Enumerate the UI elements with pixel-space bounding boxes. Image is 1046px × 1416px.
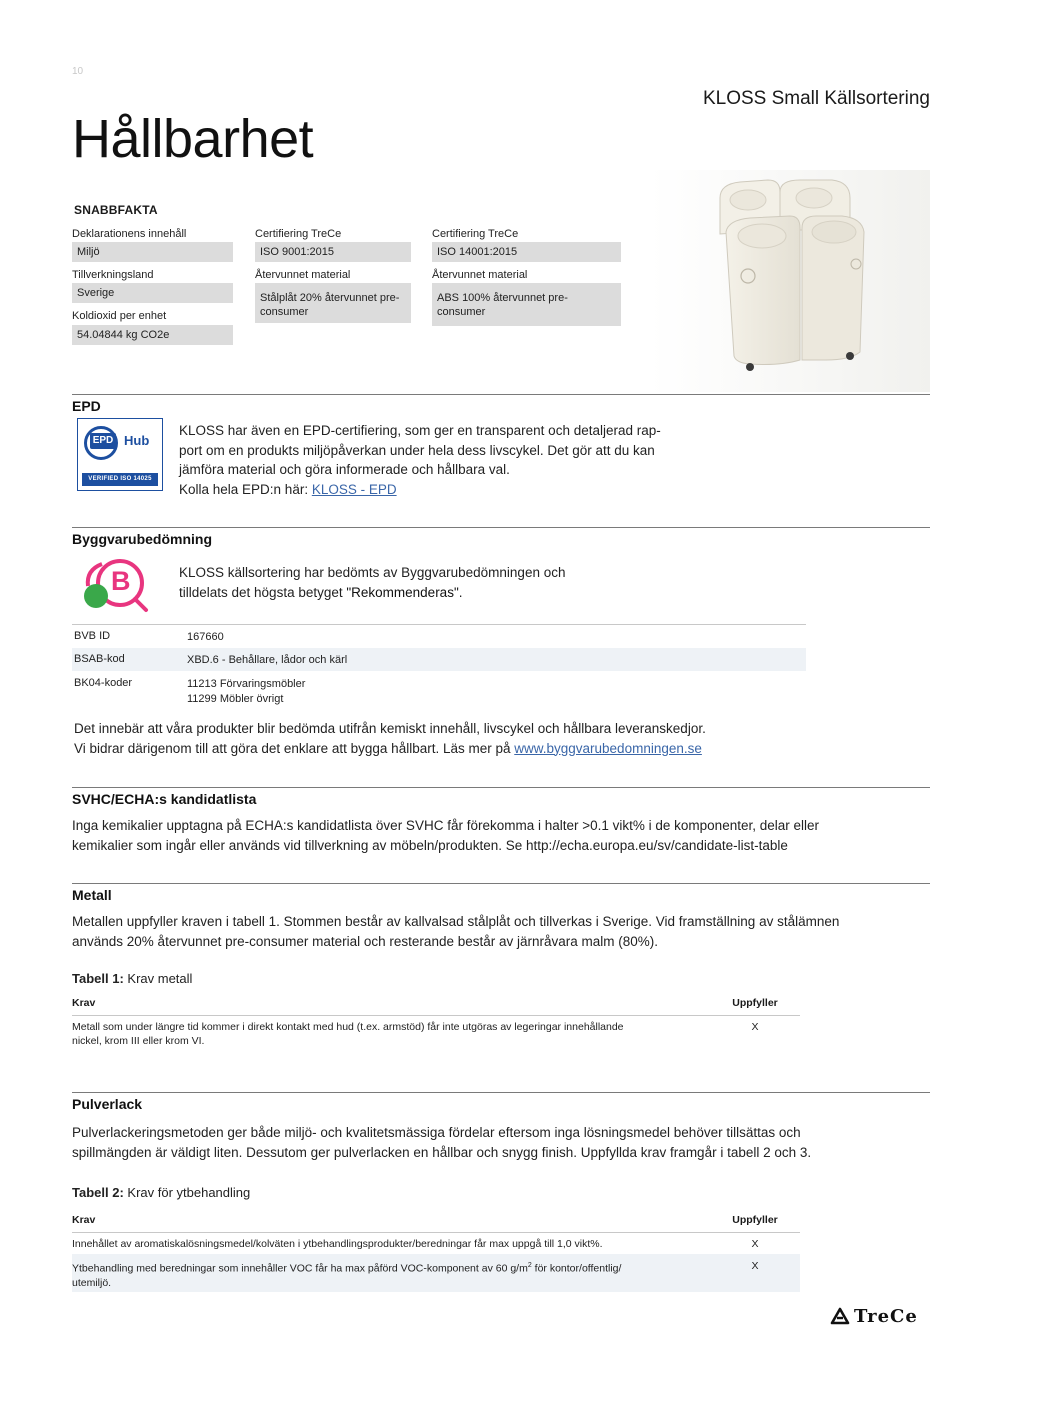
- svhc-text-line: kemikalier som ingår eller används vid tillverkning av möbeln/produkten. Se http://echa.europa.eu/sv/candidate-list-table: [72, 837, 788, 853]
- table-header-krav: Krav: [72, 1214, 96, 1226]
- fact-value: ABS 100% återvunnet pre-consumer: [432, 283, 621, 326]
- bvb-footer-line: Det innebär att våra produkter blir bedömda utifrån kemiskt innehåll, livscykel och hållbara leveranskedjor.: [74, 721, 706, 736]
- bvb-text-suffix: .: [458, 584, 463, 600]
- epd-link-prefix: Kolla hela EPD:n här:: [179, 481, 312, 497]
- table-cell-uppfyller: X: [751, 1021, 759, 1033]
- trece-logo-icon: [830, 1307, 850, 1325]
- pulverlack-title: Pulverlack: [72, 1096, 143, 1112]
- section-divider: [72, 883, 930, 884]
- fact-label: Certifiering TreCe: [432, 228, 519, 240]
- section-divider: [72, 1092, 930, 1093]
- bvb-value-line: 11213 Förvaringsmöbler: [187, 678, 306, 690]
- product-image: [650, 170, 930, 392]
- trece-logo: [830, 1305, 930, 1327]
- fact-value: Stålplåt 20% återvunnet pre-consumer: [255, 283, 411, 323]
- section-divider: [72, 527, 930, 528]
- table-row: [72, 1232, 800, 1254]
- bvb-footer-line: [74, 739, 706, 759]
- fact-value: 54.04844 kg CO2e: [72, 325, 233, 345]
- epd-text-line: jämföra material och göra informerade och hållbara val.: [179, 462, 510, 477]
- bvb-rating: "Rekommenderas": [346, 584, 459, 600]
- table-cell-superscript: 2: [527, 1262, 532, 1269]
- table-1-header: [72, 997, 800, 1016]
- pulverlack-text-line: spillmängden är väldigt liten. Dessutom ger pulverlacken en hållbar och snygg finish. Uppfyllda krav framgår i tabell 2 och 3.: [72, 1144, 812, 1160]
- table-cell-uppfyller: X: [751, 1238, 759, 1250]
- table-2-title: [72, 1185, 250, 1200]
- bvb-text-prefix: tilldelats det högsta betyget: [179, 584, 347, 600]
- bvb-footer-prefix: Vi bidrar därigenom till att göra det enklare att bygga hållbart. Läs mer på: [74, 740, 515, 756]
- table-1-title: [72, 971, 192, 986]
- table-cell-line: Metall som under längre tid kommer i direkt kontakt med hud (t.ex. armstöd) får inte utgöras av legeringar innehållande: [72, 1021, 624, 1033]
- bvb-footer: [74, 719, 706, 758]
- table-cell-text: för kontor/offentlig/: [531, 1262, 622, 1275]
- table-cell-uppfyller: X: [751, 1260, 759, 1272]
- bvb-value: 167660: [187, 631, 224, 643]
- epd-link-line: [179, 480, 661, 500]
- bvb-key: BVB ID: [74, 630, 111, 642]
- epd-hub-badge: [77, 418, 163, 491]
- table-row: [72, 1015, 800, 1051]
- fact-label: Återvunnet material: [255, 269, 351, 281]
- metall-text: [72, 912, 839, 951]
- quick-facts-heading: SNABBFAKTA: [74, 203, 158, 217]
- svhc-text-line: Inga kemikalier upptagna på ECHA:s kandidatlista över SVHC får förekomma i halter >0.1 vikt% i de komponenter, delar eller: [72, 818, 819, 833]
- bvb-row: [72, 625, 806, 648]
- table-2-header: [72, 1214, 800, 1233]
- epd-title: EPD: [72, 398, 101, 414]
- bvb-value: XBD.6 - Behållare, lådor och kärl: [187, 654, 348, 666]
- section-divider: [72, 394, 930, 395]
- metall-text-line: används 20% återvunnet pre-consumer material och resterande består av järnråvara malm (80%).: [72, 933, 659, 949]
- fact-value: ISO 14001:2015: [432, 242, 621, 262]
- table-header-uppfyller: Uppfyller: [732, 997, 778, 1009]
- bvb-website-link[interactable]: www.byggvarubedomningen.se: [514, 740, 702, 756]
- fact-label: Tillverkningsland: [72, 269, 154, 281]
- table-header-krav: Krav: [72, 997, 96, 1009]
- table-cell-line: utemiljö.: [72, 1276, 112, 1289]
- table-2-caption: Krav för ytbehandling: [123, 1185, 251, 1200]
- bvb-value-line: 11299 Möbler övrigt: [187, 693, 284, 705]
- table-cell-text: Ytbehandling med beredningar som innehåller VOC får ha max påförd VOC-komponent av 60 g/m: [72, 1262, 528, 1275]
- fact-label: Återvunnet material: [432, 269, 528, 281]
- bvb-text-line: [179, 583, 565, 603]
- fact-label: Deklarationens innehåll: [72, 228, 187, 240]
- table-row: [72, 1254, 800, 1292]
- fact-label: Certifiering TreCe: [255, 228, 342, 240]
- table-1-label: Tabell 1:: [72, 971, 124, 986]
- table-1-caption: Krav metall: [123, 971, 193, 986]
- table-cell-krav: [72, 1020, 712, 1048]
- bvb-text: [179, 563, 565, 602]
- bvb-text-line: KLOSS källsortering har bedömts av Byggvarubedömningen och: [179, 565, 566, 580]
- product-title: KLOSS Small Källsortering: [702, 88, 930, 109]
- bvb-title: Byggvarubedömning: [72, 531, 213, 547]
- table-header-uppfyller: Uppfyller: [732, 1214, 778, 1226]
- table-cell-krav: Innehållet av aromatiskalösningsmedel/kolväten i ytbehandlingsprodukter/beredningar får max uppgå till 1,0 vikt%.: [72, 1238, 603, 1250]
- svhc-text: [72, 816, 819, 855]
- epd-badge-label: EPD: [90, 433, 116, 449]
- bvb-key: BSAB-kod: [74, 653, 125, 665]
- bvb-logo-letter: B: [111, 566, 131, 596]
- svhc-title: SVHC/ECHA:s kandidatlista: [72, 791, 257, 807]
- table-cell-krav: [72, 1259, 712, 1290]
- epd-text-line: KLOSS har även en EPD-certifiering, som ger en transparent och detaljerad rap-: [179, 423, 661, 438]
- bvb-key: BK04-koder: [74, 677, 133, 689]
- table-cell-line: nickel, krom III eller krom VI.: [72, 1035, 205, 1047]
- page-title: Hållbarhet: [72, 109, 314, 169]
- trece-logo-text: TreCe: [854, 1306, 918, 1327]
- pulverlack-text-line: Pulverlackeringsmetoden ger både miljö- och kvalitetsmässiga fördelar eftersom inga lösningsmedel behöver tillsättas och: [72, 1125, 801, 1140]
- epd-text: [179, 421, 661, 499]
- bvb-row: [72, 648, 806, 671]
- fact-value: ISO 9001:2015: [255, 242, 411, 262]
- fact-label: Koldioxid per enhet: [72, 310, 167, 322]
- epd-badge-verified: VERIFIED ISO 14025: [82, 473, 158, 486]
- table-2-label: Tabell 2:: [72, 1185, 124, 1200]
- bvb-row: [72, 672, 806, 712]
- fact-value: Miljö: [72, 242, 233, 262]
- metall-text-line: Metallen uppfyller kraven i tabell 1. Stommen består av kallvalsad stålplåt och tillverkas i Sverige. Vid framställning av stålämnen: [72, 914, 840, 929]
- table-cell-line: [72, 1259, 712, 1276]
- epd-link[interactable]: KLOSS - EPD: [311, 481, 397, 497]
- section-divider: [72, 787, 930, 788]
- epd-text-line: port om en produkts miljöpåverkan under hela dess livscykel. Det gör att du kan: [179, 442, 655, 458]
- pulverlack-text: [72, 1123, 811, 1162]
- metall-title: Metall: [72, 887, 112, 903]
- fact-value: Sverige: [72, 283, 233, 303]
- epd-badge-hub: Hub: [124, 433, 150, 448]
- page-number: 10: [72, 66, 84, 77]
- bvb-value: [187, 677, 305, 707]
